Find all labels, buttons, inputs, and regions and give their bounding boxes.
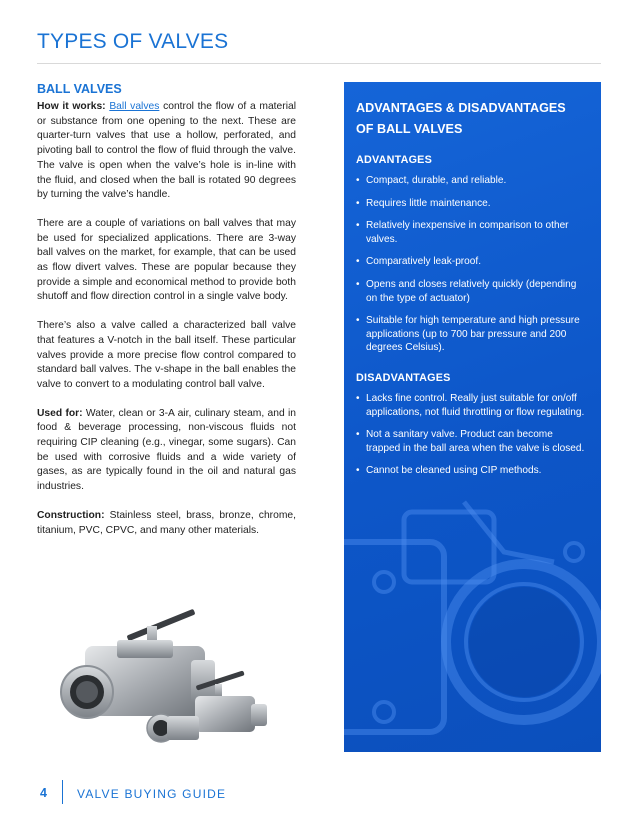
ball-valve-product-image [55, 600, 295, 770]
construction-paragraph [37, 509, 296, 538]
list-item: • Opens and closes relatively quickly (depending on the type of actuator) [356, 278, 588, 305]
advantages-disadvantages-panel [344, 82, 601, 752]
ball-valves-link[interactable]: Ball valves [109, 101, 160, 112]
advantages-list [356, 174, 588, 355]
list-item: • Not a sanitary valve. Product can become trapped in the ball area when the valve is closed. [356, 428, 588, 455]
construction-label: Construction: [37, 509, 105, 521]
used-for-paragraph [37, 407, 296, 495]
characterized-paragraph: There’s also a valve called a characterized ball valve that features a V-notch in the ball itself. These particular valves provide a more precise flow control compared to standard ball valves. The v-shape in the ball enables the valve to convert to a modulating control ball valve. [37, 320, 296, 390]
page-number: 4 [40, 786, 47, 800]
list-item: • Suitable for high temperature and high pressure applications (up to 700 bar pressure and 200 degrees Celsius). [356, 314, 588, 355]
list-item: • Compact, durable, and reliable. [356, 174, 588, 188]
how-it-works-text: control the flow of a material or substance from one opening to the next. These are quarter-turn valves that use a hollow, perforated, and pivoting ball to control the flow of fluid through the valve. The valve is open when the valve’s hole is in-line with the fluid, and closed when the ball is rotated 90 degrees by turning the valve’s handle. [37, 101, 297, 201]
construction-text: Stainless steel, brass, bronze, chrome, titanium, PVC, CPVC, and many other materials. [37, 509, 296, 536]
disadvantages-list [356, 392, 588, 478]
disadvantages-heading: DISADVANTAGES [356, 371, 451, 384]
panel-title-line1: ADVANTAGES & DISADVANTAGES [356, 101, 566, 115]
footer-divider [62, 780, 63, 804]
guide-name: VALVE BUYING GUIDE [77, 787, 227, 801]
list-item: • Comparatively leak-proof. [356, 255, 588, 269]
list-item: • Requires little maintenance. [356, 197, 588, 211]
list-item: • Lacks fine control. Really just suitable for on/off applications, not fluid throttling or flow regulating. [356, 392, 588, 419]
used-for-label: Used for: [37, 407, 83, 419]
list-item: • Cannot be cleaned using CIP methods. [356, 464, 588, 478]
panel-title-line2: OF BALL VALVES [356, 122, 463, 136]
panel-title [356, 98, 588, 140]
variations-paragraph: There are a couple of variations on ball valves that may be used for specialized applications. There are 3-way ball valves on the market, for example, that can be used as flow divert valves. These are popular because they provide a simple and economical method to provide both shutoff and flow direction control in a single valve body. [37, 217, 296, 303]
how-it-works-label: How it works: [37, 101, 106, 112]
page-title: TYPES OF VALVES [37, 30, 229, 53]
section-heading: BALL VALVES [37, 82, 122, 96]
ball-valves-section [37, 82, 296, 552]
list-item: • Relatively inexpensive in comparison to other valves. [356, 219, 588, 246]
how-it-works-paragraph [37, 100, 296, 203]
panel-content [356, 98, 588, 487]
advantages-heading: ADVANTAGES [356, 154, 432, 166]
used-for-text: Water, clean or 3-A air, culinary steam, and in food & beverage processing, non-viscous fluids not requiring CIP cleaning (e.g., vinegar, some sugars). Can be used with corrosive fluids and a wide variety of gases, as are typically found in the oil and natural gas industries. [37, 407, 296, 493]
title-divider [37, 63, 601, 64]
